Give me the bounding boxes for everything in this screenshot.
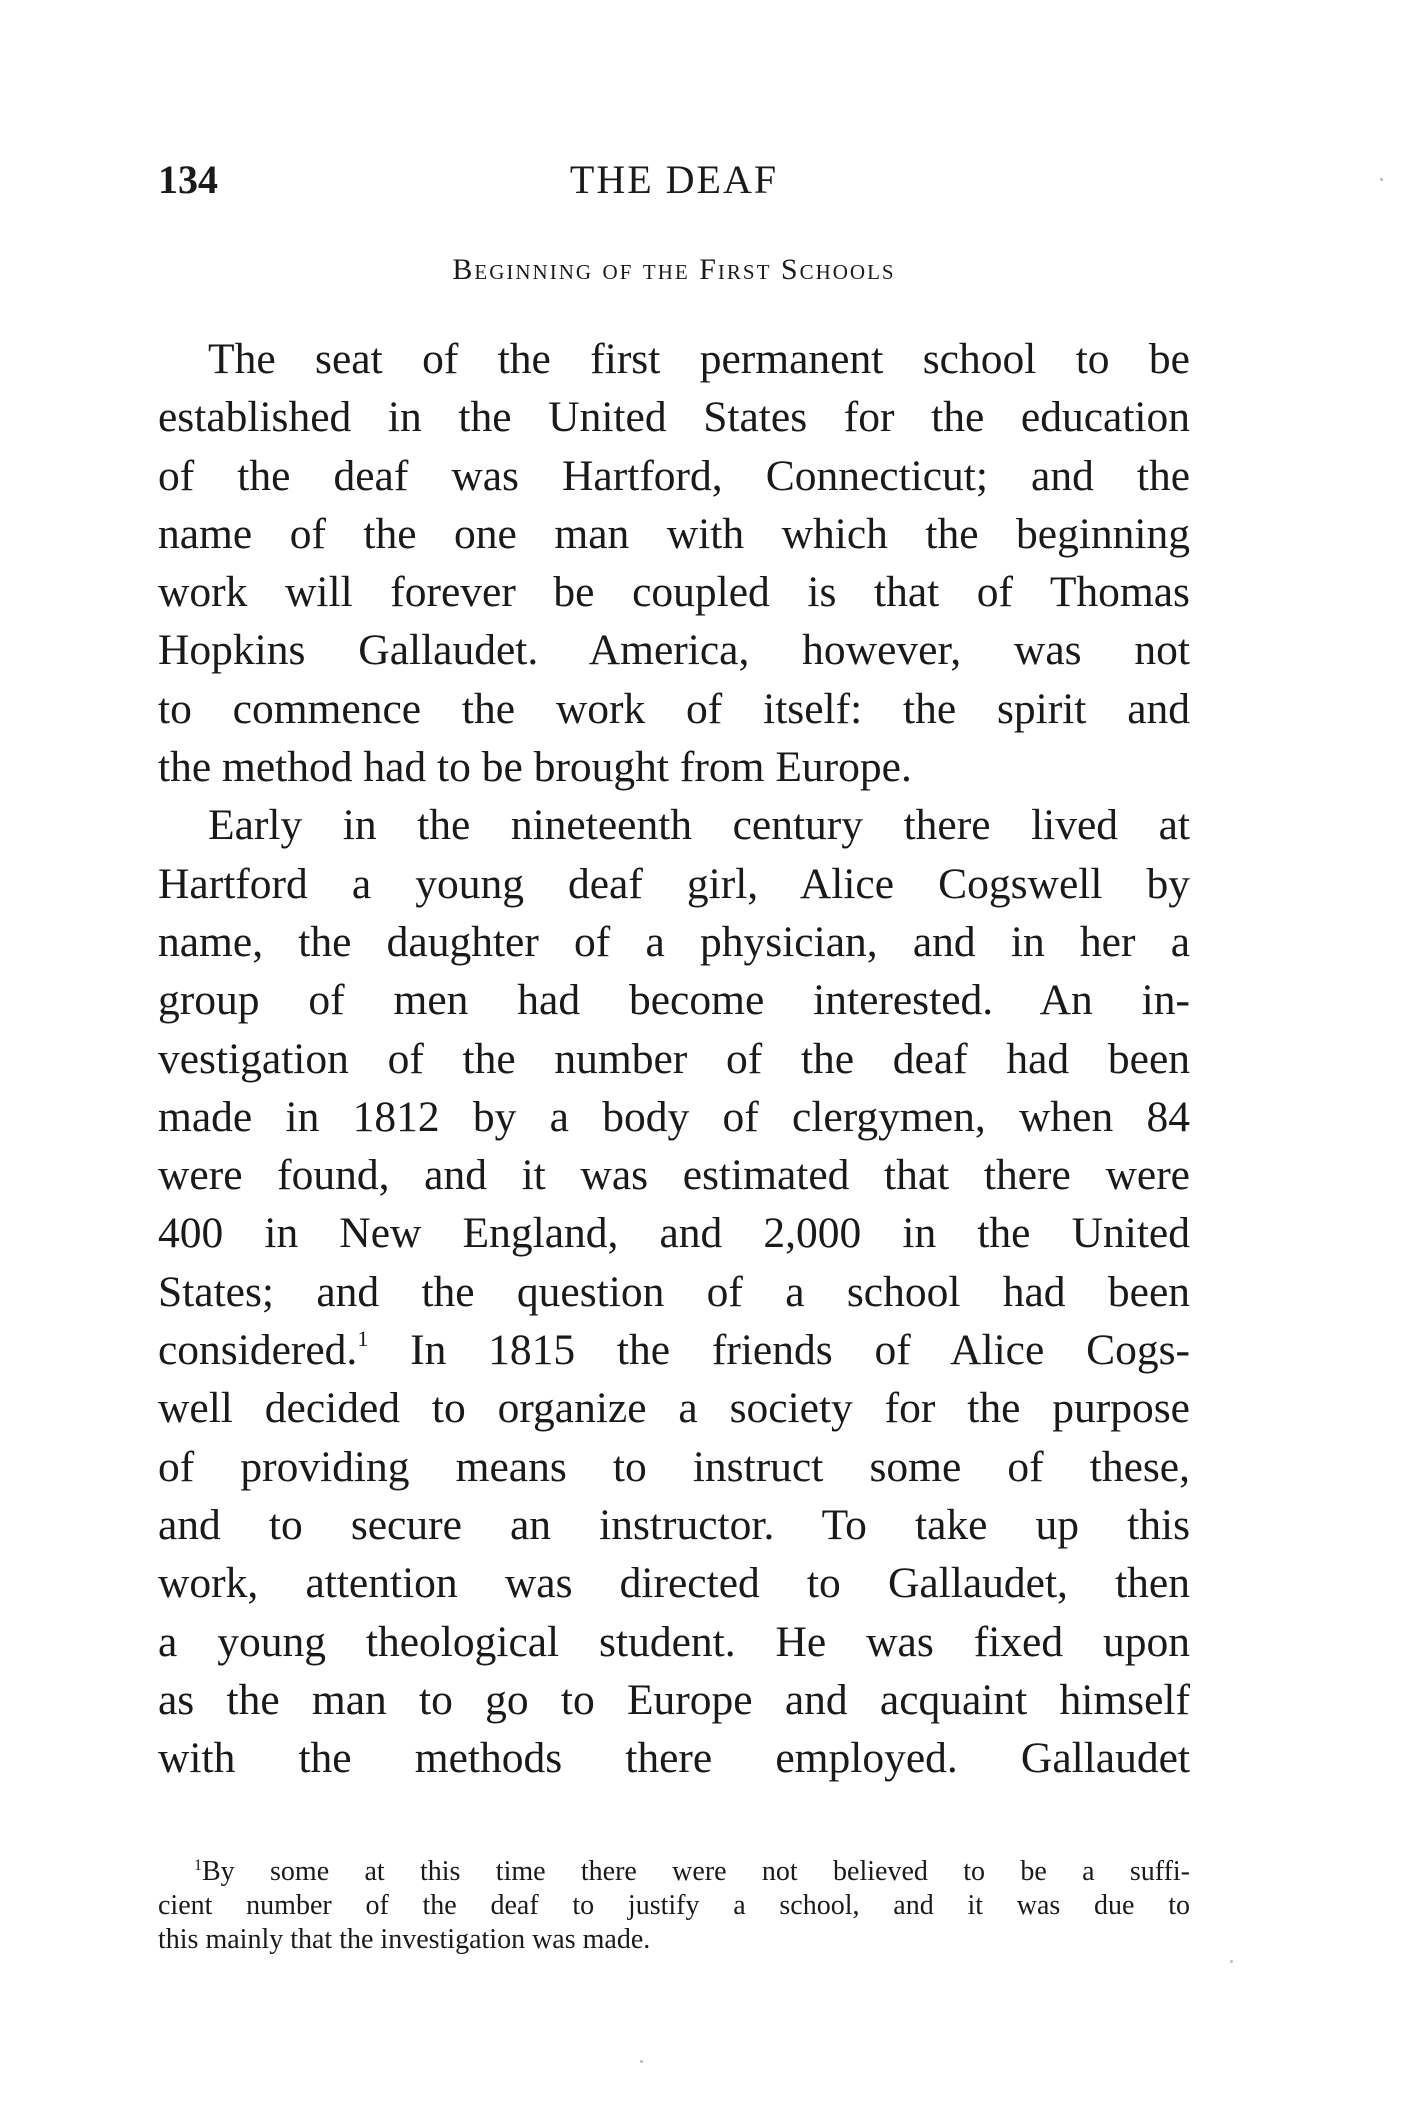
text-line: established in the United States for the education	[158, 393, 1190, 442]
footnote-text: By some at this time there were not believed to be a suffi-	[202, 1856, 1190, 1887]
text-line: 400 in New England, and 2,000 in the United	[158, 1209, 1190, 1258]
text-fragment: In 1815 the friends of Alice Cogs-	[410, 1326, 1191, 1375]
text-line: name of the one man with which the beginning	[158, 509, 1190, 558]
text-line: The seat of the first permanent school to be	[208, 335, 1190, 383]
text-line: group of men had become interested. An in-	[158, 976, 1190, 1025]
text-line: work will forever be coupled is that of Thomas	[158, 568, 1190, 617]
text-line	[158, 1321, 1190, 1379]
text-line: a young theological student. He was fixed upon	[158, 1617, 1190, 1666]
body-text	[158, 330, 1190, 1787]
text-line: well decided to organize a society for the purpose	[158, 1384, 1190, 1433]
text-line: the method had to be brought from Europe.	[158, 743, 912, 792]
text-line: States; and the question of a school had been	[158, 1267, 1190, 1316]
text-line: Hartford a young deaf girl, Alice Cogswell by	[158, 859, 1190, 908]
text-line: of the deaf was Hartford, Connecticut; and the	[158, 451, 1190, 500]
text-line: Hopkins Gallaudet. America, however, was not	[158, 626, 1190, 675]
text-line: vestigation of the number of the deaf had been	[158, 1034, 1190, 1083]
footnote-line: this mainly that the investigation was made.	[158, 1924, 651, 1955]
footnote-reference: 1	[357, 1326, 369, 1352]
text-line: were found, and it was estimated that there were	[158, 1151, 1190, 1200]
text-line: to commence the work of itself: the spirit and	[158, 684, 1190, 733]
running-head	[158, 150, 1190, 210]
running-title: THE DEAF	[569, 157, 779, 202]
text-line: and to secure an instructor. To take up this	[158, 1500, 1190, 1549]
footnote-marker: 1	[194, 1857, 202, 1874]
text-line: work, attention was directed to Gallaudet, then	[158, 1559, 1190, 1608]
paper-speck	[1380, 178, 1383, 181]
footnote	[158, 1855, 1190, 1957]
text-line: with the methods there employed. Gallaudet	[158, 1734, 1190, 1783]
footnote-line	[158, 1855, 1190, 1889]
text-line: made in 1812 by a body of clergymen, when 84	[158, 1092, 1190, 1141]
paper-speck	[640, 2060, 643, 2063]
text-fragment: considered.	[158, 1326, 358, 1375]
text-line: of providing means to instruct some of these,	[158, 1442, 1190, 1491]
text-line: name, the daughter of a physician, and in her a	[158, 917, 1190, 966]
text-line: as the man to go to Europe and acquaint himself	[158, 1675, 1190, 1724]
page-number: 134	[158, 157, 218, 202]
paper-speck	[1230, 1960, 1233, 1963]
section-heading: Beginning of the First Schools	[452, 253, 896, 286]
text-line: Early in the nineteenth century there lived at	[208, 801, 1190, 850]
footnote-line: cient number of the deaf to justify a school, and it was due to	[158, 1890, 1190, 1921]
